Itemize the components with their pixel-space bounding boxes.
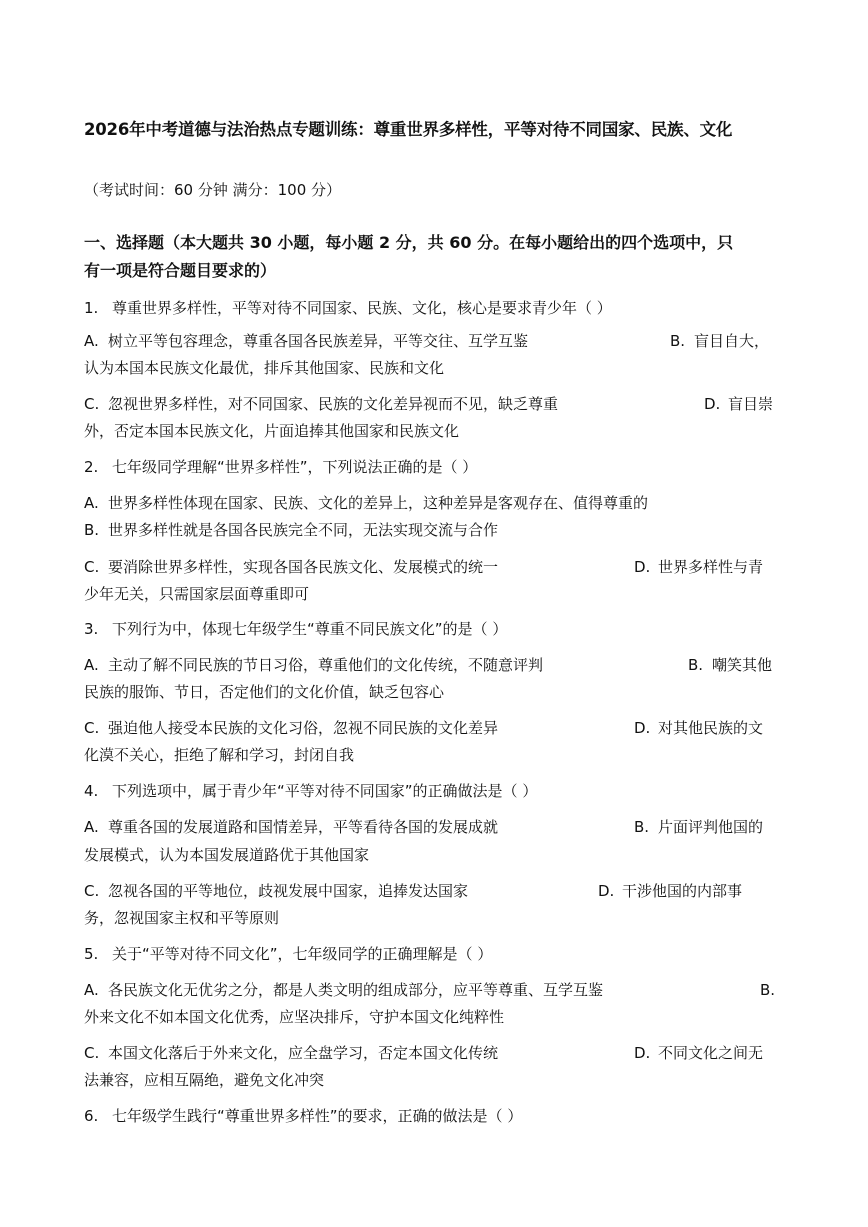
page-title: 2026年中考道德与法治热点专题训练：尊重世界多样性，平等对待不同国家、民族、文化 <box>84 120 733 139</box>
question-4-option-d <box>598 879 742 903</box>
option-letter: A. <box>84 981 99 999</box>
option-letter: D. <box>598 882 615 900</box>
question-number: 3. <box>84 620 99 638</box>
question-4-option-b <box>634 815 763 839</box>
option-letter: A. <box>84 818 99 836</box>
question-3-option-b <box>688 653 772 677</box>
option-text: 盲目自大， <box>694 332 770 350</box>
question-1-option-b <box>670 329 769 353</box>
question-4-stem <box>84 779 784 803</box>
question-2-option-b <box>84 518 784 542</box>
option-text: 忽视世界多样性，对不同国家、民族的文化差异视而不见，缺乏尊重 <box>108 395 559 413</box>
option-text: 尊重各国的发展道路和国情差异，平等看待各国的发展成就 <box>108 818 499 836</box>
section-heading-line-1: 一、选择题（本大题共 30 小题，每小题 2 分，共 60 分。在每小题给出的四个选项中，只 <box>84 233 734 252</box>
question-text: 尊重世界多样性，平等对待不同国家、民族、文化，核心是要求青少年（ ） <box>112 299 612 317</box>
option-letter: D. <box>634 719 651 737</box>
option-letter: C. <box>84 1044 100 1062</box>
question-number: 4. <box>84 782 99 800</box>
option-continuation: 发展模式，认为本国发展道路优于其他国家 <box>84 846 370 864</box>
question-2-option-d <box>634 555 763 579</box>
option-text: 盲目崇 <box>728 395 774 413</box>
option-letter: B. <box>634 818 650 836</box>
question-number: 6. <box>84 1107 99 1125</box>
question-text: 七年级学生践行“尊重世界多样性”的要求，正确的做法是（ ） <box>112 1107 523 1125</box>
question-text: 下列选项中，属于青少年“平等对待不同国家”的正确做法是（ ） <box>112 782 538 800</box>
option-letter: B. <box>84 521 100 539</box>
option-text: 对其他民族的文 <box>658 719 764 737</box>
question-1-stem <box>84 296 784 320</box>
option-letter: A. <box>84 494 99 512</box>
question-3-option-d <box>634 716 763 740</box>
option-text: 强迫他人接受本民族的文化习俗，忽视不同民族的文化差异 <box>108 719 499 737</box>
option-continuation: 少年无关，只需国家层面尊重即可 <box>84 585 310 603</box>
option-letter: D. <box>704 395 721 413</box>
question-5-stem <box>84 942 784 966</box>
option-letter: A. <box>84 656 99 674</box>
option-text: 各民族文化无优劣之分，都是人类文明的组成部分，应平等尊重、互学互鉴 <box>108 981 604 999</box>
question-2-option-row-cd <box>84 555 784 579</box>
question-5-option-row-cd <box>84 1041 784 1065</box>
question-3-stem <box>84 617 784 641</box>
option-letter: A. <box>84 332 99 350</box>
option-continuation: 化漠不关心，拒绝了解和学习，封闭自我 <box>84 746 355 764</box>
option-letter: B. <box>688 656 704 674</box>
option-letter: B. <box>760 981 776 999</box>
question-number: 1. <box>84 299 99 317</box>
section-heading <box>84 229 784 285</box>
option-letter: C. <box>84 558 100 576</box>
question-1-option-row-ab <box>84 329 784 353</box>
question-6-stem <box>84 1104 784 1128</box>
option-continuation: 认为本国本民族文化最优，排斥其他国家、民族和文化 <box>84 359 445 377</box>
question-4-option-row-cd <box>84 879 784 903</box>
question-text: 下列行为中，体现七年级学生“尊重不同民族文化”的是（ ） <box>112 620 508 638</box>
option-text: 片面评判他国的 <box>658 818 764 836</box>
option-text: 嘲笑其他 <box>712 656 773 674</box>
question-text: 关于“平等对待不同文化”，七年级同学的正确理解是（ ） <box>112 945 493 963</box>
option-letter: C. <box>84 395 100 413</box>
option-text: 世界多样性体现在国家、民族、文化的差异上，这种差异是客观存在、值得尊重的 <box>108 494 649 512</box>
option-text: 忽视各国的平等地位，歧视发展中国家，追捧发达国家 <box>108 882 469 900</box>
option-letter: D. <box>634 558 651 576</box>
option-text: 干涉他国的内部事 <box>622 882 743 900</box>
option-letter: C. <box>84 882 100 900</box>
question-1-option-row-cd <box>84 392 784 416</box>
option-text: 要消除世界多样性，实现各国各民族文化、发展模式的统一 <box>108 558 499 576</box>
option-continuation: 法兼容，应相互隔绝，避免文化冲突 <box>84 1071 325 1089</box>
option-letter: C. <box>84 719 100 737</box>
question-1-option-d <box>704 392 773 416</box>
option-continuation: 务，忽视国家主权和平等原则 <box>84 909 280 927</box>
option-text: 主动了解不同民族的节日习俗，尊重他们的文化传统，不随意评判 <box>108 656 544 674</box>
question-5-option-row-ab <box>84 978 784 1002</box>
question-5-option-b <box>760 978 784 1002</box>
option-continuation: 外，否定本国本民族文化，片面追捧其他国家和民族文化 <box>84 422 460 440</box>
option-text: 不同文化之间无 <box>658 1044 764 1062</box>
option-continuation: 民族的服饰、节日，否定他们的文化价值，缺乏包容心 <box>84 683 445 701</box>
option-text: 本国文化落后于外来文化，应全盘学习，否定本国文化传统 <box>108 1044 499 1062</box>
exam-info: （考试时间：60 分钟 满分：100 分） <box>84 181 342 199</box>
question-2-stem <box>84 455 784 479</box>
option-letter: D. <box>634 1044 651 1062</box>
question-5-option-d <box>634 1041 763 1065</box>
question-2-option-a <box>84 491 784 515</box>
question-3-option-row-ab <box>84 653 784 677</box>
option-text: 树立平等包容理念，尊重各国各民族差异，平等交往、互学互鉴 <box>108 332 529 350</box>
question-number: 5. <box>84 945 99 963</box>
question-number: 2. <box>84 458 99 476</box>
question-3-option-row-cd <box>84 716 784 740</box>
option-text: 世界多样性与青 <box>658 558 764 576</box>
question-4-option-row-ab <box>84 815 784 839</box>
option-text: 世界多样性就是各国各民族完全不同，无法实现交流与合作 <box>108 521 499 539</box>
option-letter: B. <box>670 332 686 350</box>
question-text: 七年级同学理解“世界多样性”，下列说法正确的是（ ） <box>112 458 478 476</box>
option-continuation: 外来文化不如本国文化优秀，应坚决排斥，守护本国文化纯粹性 <box>84 1008 505 1026</box>
section-heading-line-2: 有一项是符合题目要求的） <box>84 261 277 280</box>
